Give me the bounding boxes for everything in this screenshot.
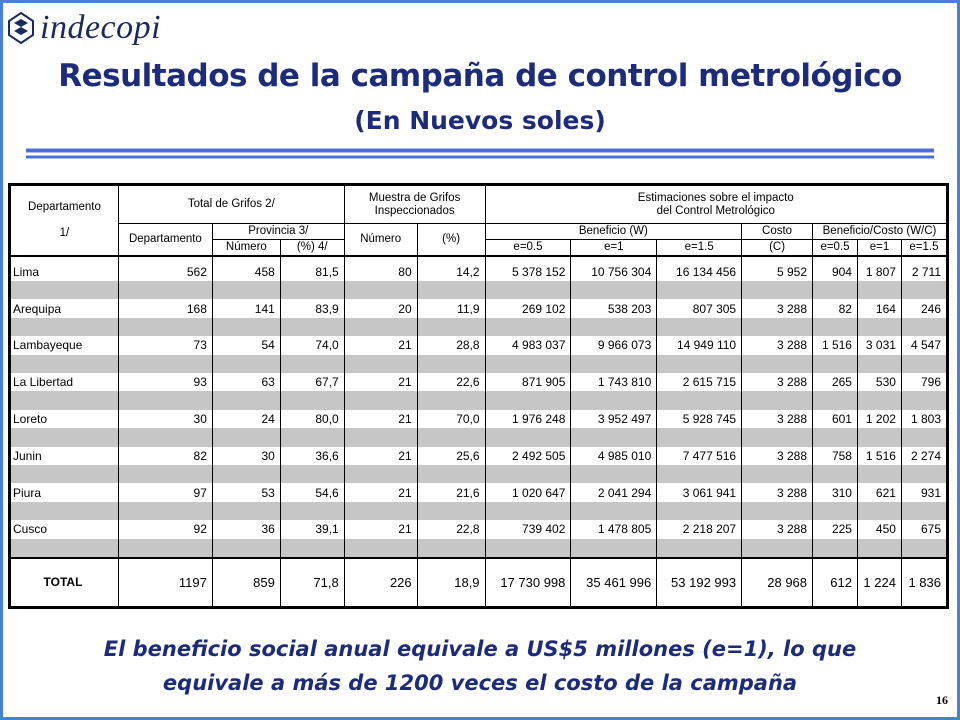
title-divider-secondary: [26, 155, 934, 159]
total-cell: 18,9: [417, 558, 485, 607]
table-cell: 796: [901, 373, 946, 391]
table-cell: 24: [212, 410, 280, 428]
table-cell: 73: [118, 336, 212, 354]
indecopi-logo-icon: [6, 11, 36, 45]
table-cell: 82: [813, 299, 858, 317]
table-cell: 10 756 304: [571, 263, 657, 281]
header-costo: Costo: [742, 224, 813, 240]
header-bc-e1: e=1: [857, 240, 901, 256]
table-cell: 225: [813, 520, 858, 538]
total-cell: 17 730 998: [485, 558, 571, 607]
row-departamento: La Libertad: [11, 373, 119, 391]
header-bc-e05: e=0.5: [813, 240, 858, 256]
table-cell: 265: [813, 373, 858, 391]
table-cell: 21: [344, 447, 417, 465]
footer-line-2: equivale a más de 1200 veces el costo de la campaña: [162, 671, 798, 695]
table-cell: 3 288: [742, 520, 813, 538]
table-cell: 9 966 073: [571, 336, 657, 354]
table-cell: 70,0: [417, 410, 485, 428]
table-row: [11, 336, 947, 354]
table-cell: 67,7: [280, 373, 344, 391]
total-cell: 71,8: [280, 558, 344, 607]
table-cell: 36,6: [280, 447, 344, 465]
table-body: [11, 256, 947, 607]
table-cell: 1 743 810: [571, 373, 657, 391]
table-cell: 21: [344, 520, 417, 538]
logo-text: indecopi: [40, 9, 162, 46]
header-e1: e=1: [571, 240, 657, 256]
table-cell: 3 952 497: [571, 410, 657, 428]
table-cell: 538 203: [571, 299, 657, 317]
header-provincia: Provincia 3/: [212, 224, 344, 240]
table-cell: 5 928 745: [657, 410, 742, 428]
table-cell: 4 985 010: [571, 447, 657, 465]
table-cell: 3 288: [742, 447, 813, 465]
total-cell: 35 461 996: [571, 558, 657, 607]
table-cell: 2 218 207: [657, 520, 742, 538]
row-departamento: Loreto: [11, 410, 119, 428]
table-cell: 3 288: [742, 336, 813, 354]
total-cell: 1197: [118, 558, 212, 607]
table-cell: 871 905: [485, 373, 571, 391]
total-cell: 226: [344, 558, 417, 607]
header-muestra: Muestra de Grifos Inspeccionados: [344, 186, 485, 224]
table-cell: 3 288: [742, 299, 813, 317]
table-cell: 21: [344, 373, 417, 391]
header-e05: e=0.5: [485, 240, 571, 256]
header-beneficio-costo: Beneficio/Costo (W/C): [813, 224, 947, 240]
table-cell: 269 102: [485, 299, 571, 317]
table-cell: 3 061 941: [657, 483, 742, 501]
results-table: [8, 183, 949, 609]
header-beneficio: Beneficio (W): [485, 224, 742, 240]
table-cell: 141: [212, 299, 280, 317]
table-cell: 1 516: [857, 447, 901, 465]
table-cell: 21: [344, 483, 417, 501]
table-gap-row: [11, 428, 947, 446]
table-gap-row: [11, 281, 947, 299]
table-row: [11, 299, 947, 317]
table-cell: 458: [212, 263, 280, 281]
row-departamento: Junin: [11, 447, 119, 465]
table-gap-row: [11, 502, 947, 520]
row-departamento: Cusco: [11, 520, 119, 538]
total-cell: 612: [813, 558, 858, 607]
page-number: 16: [936, 693, 948, 707]
header-e15: e=1.5: [657, 240, 742, 256]
footer-note: [0, 632, 960, 700]
header-costo-c: (C): [742, 240, 813, 256]
table-cell: 14 949 110: [657, 336, 742, 354]
table-cell: 5 378 152: [485, 263, 571, 281]
table-row: [11, 520, 947, 538]
table-cell: 601: [813, 410, 858, 428]
table-cell: 74,0: [280, 336, 344, 354]
table-gap-row: [11, 539, 947, 558]
table-cell: 5 952: [742, 263, 813, 281]
row-departamento: Arequipa: [11, 299, 119, 317]
table-cell: 30: [212, 447, 280, 465]
table-cell: 81,5: [280, 263, 344, 281]
table-cell: 3 288: [742, 410, 813, 428]
table-cell: 93: [118, 373, 212, 391]
total-cell: 859: [212, 558, 280, 607]
table-cell: 310: [813, 483, 858, 501]
table-cell: 1 020 647: [485, 483, 571, 501]
table-cell: 450: [857, 520, 901, 538]
table-gap-row: [11, 355, 947, 373]
table-cell: 28,8: [417, 336, 485, 354]
total-label: TOTAL: [11, 558, 119, 607]
table-cell: 54,6: [280, 483, 344, 501]
row-departamento: Piura: [11, 483, 119, 501]
page-subtitle: (En Nuevos soles): [354, 106, 606, 135]
table-cell: 562: [118, 263, 212, 281]
table-cell: 931: [901, 483, 946, 501]
row-departamento: Lima: [11, 263, 119, 281]
table-cell: 621: [857, 483, 901, 501]
table-cell: 2 492 505: [485, 447, 571, 465]
header-total-grifos: Total de Grifos 2/: [118, 186, 344, 224]
table-cell: 4 547: [901, 336, 946, 354]
table-cell: 30: [118, 410, 212, 428]
table-cell: 22,8: [417, 520, 485, 538]
table-gap-row: [11, 391, 947, 409]
table-cell: 2 711: [901, 263, 946, 281]
table-cell: 21,6: [417, 483, 485, 501]
table-cell: 1 803: [901, 410, 946, 428]
footer-line-1: El beneficio social anual equivale a US$5 millones (e=1), lo que: [103, 637, 857, 661]
table-cell: 39,1: [280, 520, 344, 538]
table-cell: 80,0: [280, 410, 344, 428]
total-cell: 28 968: [742, 558, 813, 607]
table-cell: 22,6: [417, 373, 485, 391]
table-cell: 246: [901, 299, 946, 317]
table-cell: 21: [344, 336, 417, 354]
table-row: [11, 373, 947, 391]
title-divider: [26, 148, 934, 153]
table-cell: 675: [901, 520, 946, 538]
table-row: [11, 447, 947, 465]
table-row: [11, 410, 947, 428]
table-cell: 904: [813, 263, 858, 281]
total-cell: 53 192 993: [657, 558, 742, 607]
table-cell: 53: [212, 483, 280, 501]
table-cell: 97: [118, 483, 212, 501]
table-cell: 168: [118, 299, 212, 317]
table-cell: 63: [212, 373, 280, 391]
table-cell: 3 288: [742, 373, 813, 391]
table-cell: 739 402: [485, 520, 571, 538]
table-cell: 80: [344, 263, 417, 281]
table-cell: 2 615 715: [657, 373, 742, 391]
table-cell: 21: [344, 410, 417, 428]
header-departamento: Departamento 1/: [11, 186, 119, 256]
table-cell: 3 288: [742, 483, 813, 501]
table-cell: 83,9: [280, 299, 344, 317]
table-cell: 2 274: [901, 447, 946, 465]
table-cell: 530: [857, 373, 901, 391]
table-cell: 20: [344, 299, 417, 317]
row-departamento: Lambayeque: [11, 336, 119, 354]
table-cell: 164: [857, 299, 901, 317]
table-total-row: [11, 558, 947, 607]
table-row: [11, 483, 947, 501]
table-cell: 25,6: [417, 447, 485, 465]
table-cell: 1 516: [813, 336, 858, 354]
table-gap-row: [11, 318, 947, 336]
header-prov-numero: Número: [212, 240, 280, 256]
table-cell: 3 031: [857, 336, 901, 354]
table-cell: 82: [118, 447, 212, 465]
header-pct: (%): [417, 224, 485, 256]
table-row: [11, 263, 947, 281]
table-cell: 2 041 294: [571, 483, 657, 501]
table-cell: 16 134 456: [657, 263, 742, 281]
table-cell: 1 807: [857, 263, 901, 281]
table-cell: 92: [118, 520, 212, 538]
table-cell: 1 202: [857, 410, 901, 428]
table-cell: 14,2: [417, 263, 485, 281]
table-cell: 54: [212, 336, 280, 354]
total-cell: 1 836: [901, 558, 946, 607]
table-gap-row: [11, 465, 947, 483]
header-prov-pct: (%) 4/: [280, 240, 344, 256]
header-numero: Número: [344, 224, 417, 256]
page-title: Resultados de la campaña de control metrológico: [58, 58, 902, 94]
logo: [6, 8, 161, 48]
table-cell: 4 983 037: [485, 336, 571, 354]
table-cell: 758: [813, 447, 858, 465]
header-estimaciones: Estimaciones sobre el impacto del Control Metrológico: [485, 186, 946, 224]
header-bc-e15: e=1.5: [901, 240, 946, 256]
table-cell: 1 976 248: [485, 410, 571, 428]
table-cell: 807 305: [657, 299, 742, 317]
header-sub-departamento: Departamento: [118, 224, 212, 256]
table-spacer-row: [11, 256, 947, 263]
table-cell: 11,9: [417, 299, 485, 317]
total-cell: 1 224: [857, 558, 901, 607]
table-cell: 7 477 516: [657, 447, 742, 465]
table-cell: 1 478 805: [571, 520, 657, 538]
table-cell: 36: [212, 520, 280, 538]
